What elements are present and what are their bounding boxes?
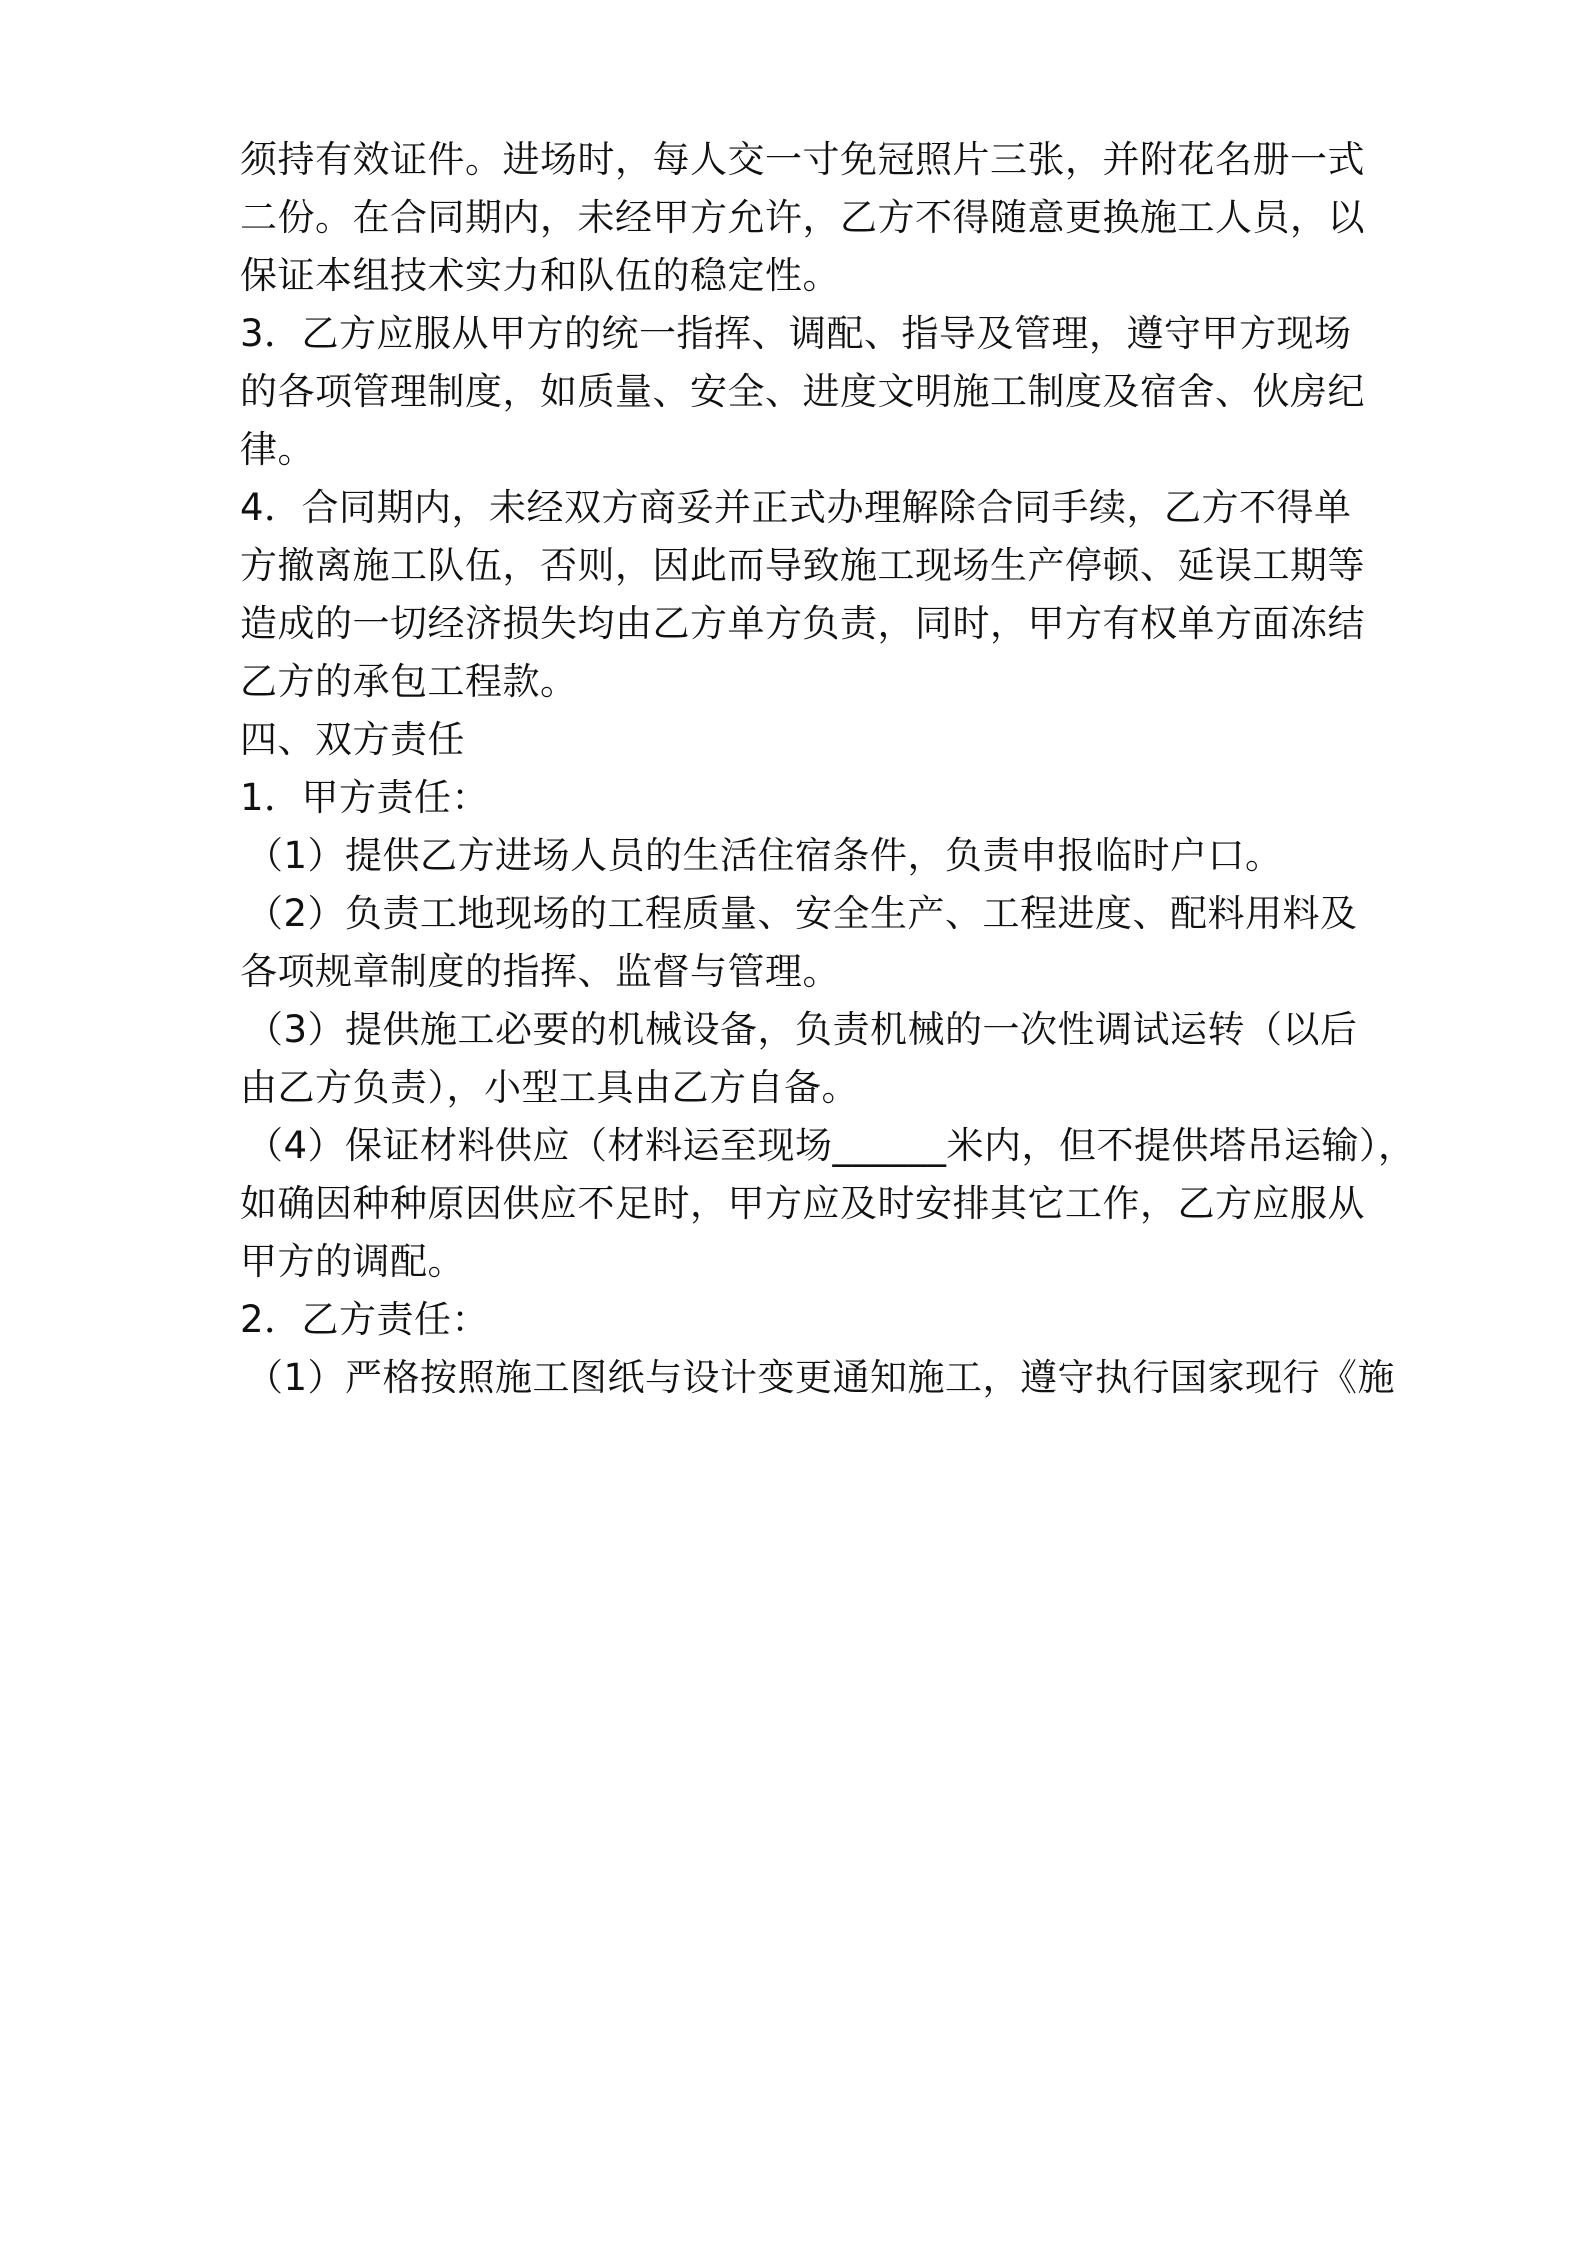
- paragraph-line: 甲方的调配。: [240, 1240, 465, 1283]
- section-heading: 四、双方责任: [240, 718, 465, 761]
- list-item: （2）负责工地现场的工程质量、安全生产、工程进度、配料用料及: [246, 892, 1358, 935]
- paragraph-line: 各项规章制度的指挥、监督与管理。: [240, 950, 840, 993]
- paragraph-line: 造成的一切经济损失均由乙方单方负责，同时，甲方有权单方面冻结: [240, 602, 1365, 645]
- paragraph-line: 须持有效证件。进场时，每人交一寸免冠照片三张，并附花名册一式: [240, 138, 1365, 181]
- paragraph-line: 由乙方负责），小型工具由乙方自备。: [240, 1066, 859, 1109]
- paragraph-line: 的各项管理制度，如质量、安全、进度文明施工制度及宿舍、伙房纪: [240, 370, 1365, 413]
- paragraph-line: 4．合同期内，未经双方商妥并正式办理解除合同手续，乙方不得单: [240, 486, 1352, 529]
- paragraph-line: 3．乙方应服从甲方的统一指挥、调配、指导及管理，遵守甲方现场: [240, 312, 1352, 355]
- list-item: （3）提供施工必要的机械设备，负责机械的一次性调试运转（以后: [246, 1008, 1358, 1051]
- paragraph-line: 方撤离施工队伍，否则，因此而导致施工现场生产停顿、延误工期等: [240, 544, 1365, 587]
- list-item: （1）严格按照施工图纸与设计变更通知施工，遵守执行国家现行《施: [246, 1356, 1396, 1399]
- paragraph-line: 如确因种种原因供应不足时，甲方应及时安排其它工作，乙方应服从: [240, 1182, 1365, 1225]
- paragraph-line: 二份。在合同期内，未经甲方允许，乙方不得随意更换施工人员，以: [240, 196, 1365, 239]
- paragraph-line: 律。: [240, 428, 315, 471]
- list-item: （4）保证材料供应（材料运至现场______米内，但不提供塔吊运输），: [246, 1124, 1416, 1167]
- list-item: （1）提供乙方进场人员的生活住宿条件，负责申报临时户口。: [246, 834, 1283, 877]
- paragraph-line: 乙方的承包工程款。: [240, 660, 578, 703]
- subsection-heading: 1．甲方责任：: [240, 776, 490, 819]
- paragraph-line: 保证本组技术实力和队伍的稳定性。: [240, 254, 840, 297]
- subsection-heading: 2．乙方责任：: [240, 1298, 490, 1341]
